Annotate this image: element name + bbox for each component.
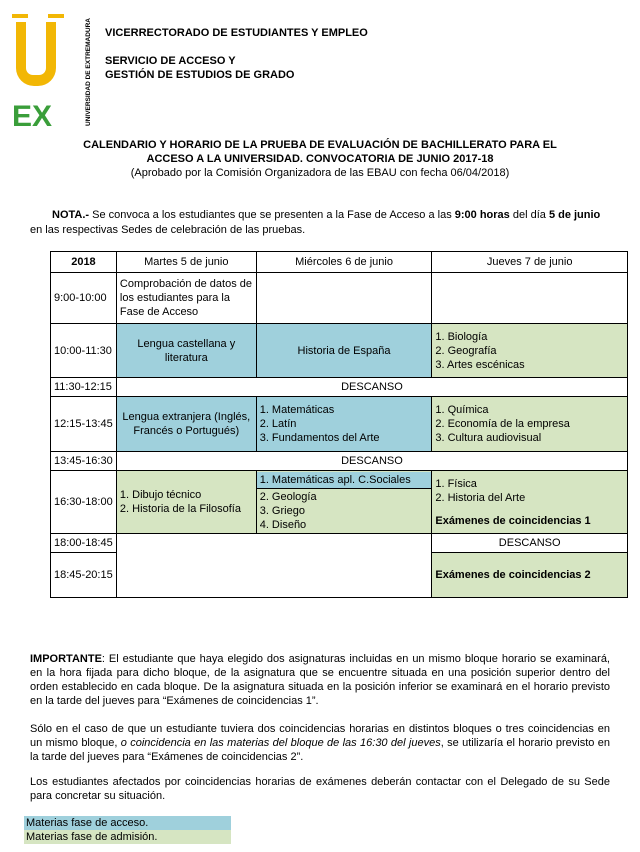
uex-logo bbox=[8, 8, 94, 128]
subject-cell-mixed bbox=[256, 471, 432, 534]
time-cell: 11:30-12:15 bbox=[51, 378, 117, 397]
subject-cell-admision bbox=[432, 471, 628, 534]
day-header-thursday: Jueves 7 de junio bbox=[432, 252, 628, 273]
svg-text:UNIVERSIDAD DE EXTREMADURA: UNIVERSIDAD DE EXTREMADURA bbox=[85, 18, 92, 126]
nota-hour: 9:00 horas bbox=[454, 209, 510, 221]
break-cell: DESCANSO bbox=[116, 378, 627, 397]
coincidencias-2-cell: Exámenes de coincidencias 2 bbox=[432, 553, 628, 598]
time-cell: 13:45-16:30 bbox=[51, 452, 117, 471]
coincidencias-1-label: Exámenes de coincidencias 1 bbox=[435, 514, 591, 527]
list-item: 3. Fundamentos del Arte bbox=[259, 432, 380, 444]
coincidencias-text-2: , se utilizaría el horario previsto en la tarde del jueves para “Exámenes de coincidencias 2”. bbox=[30, 737, 611, 763]
title-line-2: ACCESO A LA UNIVERSIDAD. CONVOCATORIA DE JUNIO 2017-18 bbox=[146, 153, 494, 165]
list-item: 4. Diseño bbox=[259, 518, 307, 531]
list-item: 1. Dibujo técnico bbox=[119, 489, 202, 501]
legend-acceso: Materias fase de acceso. bbox=[24, 816, 231, 830]
importante-paragraph bbox=[30, 652, 610, 708]
list-item: 1. Biología bbox=[435, 330, 488, 343]
time-cell: 10:00-11:30 bbox=[51, 324, 117, 378]
nota-text-1: Se convoca a los estudiantes que se presenten a la Fase de Acceso a las bbox=[89, 209, 455, 221]
list-item-acceso: 1. Matemáticas apl. C.Sociales bbox=[257, 472, 432, 489]
coincidencias-text-1: Sólo en el caso de que un estudiante tuviera dos coincidencias horarias en distintos bloques o tres coincidencias en un mismo bloque, bbox=[30, 723, 610, 749]
title-line-1: CALENDARIO Y HORARIO DE LA PRUEBA DE EVALUACIÓN DE BACHILLERATO PARA EL bbox=[83, 139, 557, 151]
day-header-tuesday: Martes 5 de junio bbox=[116, 252, 256, 273]
list-item: 1. Física bbox=[435, 477, 477, 490]
table-row bbox=[51, 397, 628, 452]
table-row bbox=[51, 324, 628, 378]
day-header-wednesday: Miércoles 6 de junio bbox=[256, 252, 432, 273]
list-item: 2. Historia de la Filosofía bbox=[119, 503, 241, 515]
list-item: 3. Cultura audiovisual bbox=[435, 432, 542, 444]
schedule-table bbox=[50, 251, 628, 598]
time-cell: 9:00-10:00 bbox=[51, 273, 117, 324]
subject-cell-acceso: Lengua extranjera (Inglés, Francés o Portugués) bbox=[116, 397, 256, 452]
subject-cell-acceso bbox=[256, 397, 432, 452]
coincidencias-paragraph bbox=[30, 722, 610, 764]
nota-paragraph bbox=[30, 208, 610, 238]
nota-text-2: del día bbox=[509, 209, 549, 221]
nota-label: NOTA.- bbox=[52, 209, 90, 221]
table-row bbox=[51, 534, 628, 553]
time-cell: 18:45-20:15 bbox=[51, 553, 117, 598]
svg-text:EX: EX bbox=[12, 100, 53, 128]
nota-date: 5 de junio bbox=[548, 209, 601, 221]
list-item: 2. Geología bbox=[259, 490, 317, 503]
list-item: 2. Economía de la empresa bbox=[435, 418, 570, 430]
list-item: 3. Griego bbox=[259, 504, 305, 517]
time-cell: 18:00-18:45 bbox=[51, 534, 117, 553]
nota-text-3: en las respectivas Sedes de celebración de las pruebas. bbox=[30, 224, 306, 236]
list-item: 1. Matemáticas bbox=[259, 404, 335, 416]
list-item: 2. Latín bbox=[259, 418, 297, 430]
list-item: 1. Química bbox=[435, 404, 489, 416]
list-item: 2. Geografía bbox=[435, 344, 497, 357]
servicio-heading: SERVICIO DE ACCESO Y bbox=[105, 55, 236, 67]
table-header-row bbox=[51, 252, 628, 273]
time-cell: 12:15-13:45 bbox=[51, 397, 117, 452]
contact-paragraph: Los estudiantes afectados por coincidencias horarias de exámenes deberán contactar con el Delegado de su Sede para concretar su situación. bbox=[30, 776, 610, 802]
time-cell: 16:30-18:00 bbox=[51, 471, 117, 534]
subject-cell-admision bbox=[432, 324, 628, 378]
data-check-cell: Comprobación de datos de los estudiantes para la Fase de Acceso bbox=[116, 273, 256, 324]
subject-cell-admision bbox=[116, 471, 256, 534]
legend-admision: Materias fase de admisión. bbox=[24, 830, 231, 844]
table-row bbox=[51, 273, 628, 324]
table-row bbox=[51, 471, 628, 534]
list-item: 2. Historia del Arte bbox=[435, 491, 526, 504]
year-cell: 2018 bbox=[51, 252, 117, 273]
importante-label: IMPORTANTE bbox=[30, 653, 102, 665]
break-cell: DESCANSO bbox=[432, 534, 628, 553]
table-row bbox=[51, 378, 628, 397]
list-item: 3. Artes escénicas bbox=[435, 358, 525, 371]
title-approval: (Aprobado por la Comisión Organizadora de las EBAU con fecha 06/04/2018) bbox=[130, 167, 510, 179]
table-row bbox=[51, 452, 628, 471]
empty-cell bbox=[116, 534, 431, 598]
importante-text: : El estudiante que haya elegido dos asignaturas incluidas en un mismo bloque horario se examinará, en la hora fijada para dicho bloque, de la asignatura que se encuentre situada en una posición superior dentro del orden establecido en cada bloque. De la asignatura situada en la posición inferior se examinará en el horario previsto en la tarde del jueves para “Exámenes de coincidencias 1”. bbox=[30, 653, 610, 707]
subject-cell-acceso: Historia de España bbox=[256, 324, 432, 378]
empty-cell bbox=[432, 273, 628, 324]
coincidencias-italic: o coincidencia en las materias del bloque de las 16:30 del jueves bbox=[120, 737, 441, 749]
empty-cell bbox=[256, 273, 432, 324]
break-cell: DESCANSO bbox=[116, 452, 627, 471]
vicerrectorado-heading: VICERRECTORADO DE ESTUDIANTES Y EMPLEO bbox=[105, 27, 368, 39]
subject-cell-admision bbox=[432, 397, 628, 452]
subject-cell-acceso: Lengua castellana y literatura bbox=[116, 324, 256, 378]
document-title bbox=[20, 138, 620, 180]
gestion-heading: GESTIÓN DE ESTUDIOS DE GRADO bbox=[105, 69, 295, 81]
